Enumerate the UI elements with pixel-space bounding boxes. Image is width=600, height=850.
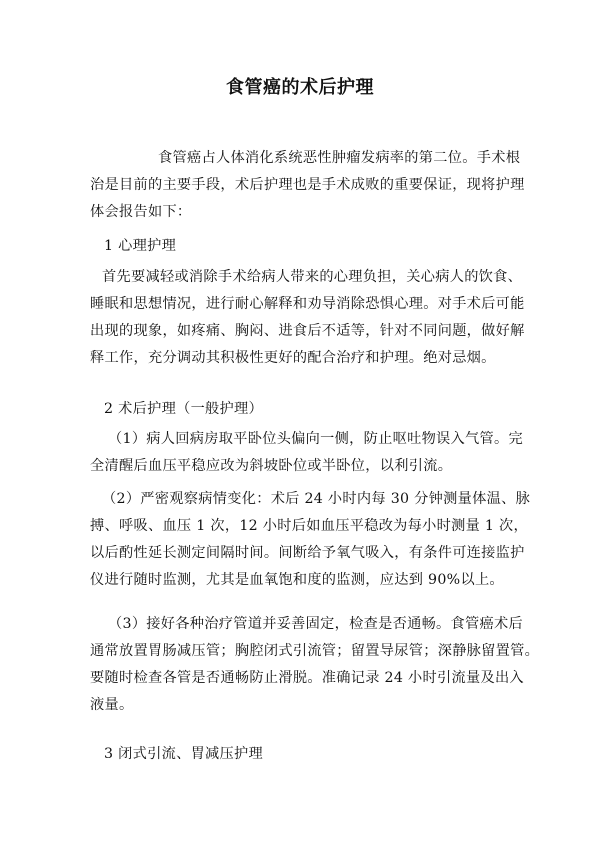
paragraph-line: 液量。	[90, 697, 134, 713]
intro-paragraph	[90, 145, 525, 226]
paragraph-line: 治是目前的主要手段，术后护理也是手术成败的重要保证，现将护理	[90, 177, 525, 193]
paragraph-line: （1）病人回病房取平卧位头偏向一侧，防止呕吐物误入气管。完	[108, 431, 523, 447]
psychological-care-paragraph	[90, 264, 525, 372]
section-heading-psychological	[90, 233, 520, 260]
section-heading-drainage	[90, 741, 520, 768]
paragraph-line: 出现的现象，如疼痛、胸闷、进食后不适等，针对不同问题，做好解	[90, 323, 525, 339]
paragraph-line: 食管癌占人体消化系统恶性肿瘤发病率的第二位。手术根	[158, 150, 521, 166]
paragraph-line: （2）严密观察病情变化：术后 24 小时内每 30 分钟测量体温、脉	[102, 491, 531, 507]
document-title: 食管癌的术后护理	[226, 77, 374, 98]
paragraph-line: 体会报告如下：	[90, 204, 192, 220]
section-heading: 1 心理护理	[104, 238, 177, 254]
postop-item-1	[90, 426, 523, 480]
section-heading: 3 闭式引流、胃减压护理	[104, 746, 264, 762]
paragraph-line: （3）接好各种治疗管道并妥善固定，检查是否通畅。食管癌术后	[108, 616, 523, 632]
paragraph-line: 睡眠和思想情况，进行耐心解释和劝导消除恐惧心理。对手术后可能	[90, 296, 525, 312]
paragraph-line: 以后酌性延长测定间隔时间。间断给予氧气吸入，有条件可连接监护	[90, 545, 525, 561]
paragraph-line: 要随时检查各管是否通畅防止滑脱。准确记录 24 小时引流量及出入	[90, 670, 524, 686]
postop-item-2	[90, 486, 531, 594]
paragraph-line: 通常放置胃肠减压管；胸腔闭式引流管；留置导尿管；深静脉留置管。	[90, 643, 540, 659]
postop-item-3	[90, 611, 540, 719]
paragraph-line: 仪进行随时监测，尤其是血氧饱和度的监测，应达到 90%以上。	[90, 572, 504, 588]
paragraph-line: 搏、呼吸、血压 1 次，12 小时后如血压平稳改为每小时测量 1 次，	[90, 518, 529, 534]
section-heading-postoperative	[90, 396, 520, 423]
section-heading: 2 术后护理（一般护理）	[104, 401, 264, 417]
paragraph-line: 释工作，充分调动其积极性更好的配合治疗和护理。绝对忌烟。	[90, 350, 496, 366]
paragraph-line: 全清醒后血压平稳应改为斜坡卧位或半卧位，以利引流。	[90, 458, 453, 474]
paragraph-line: 首先要减轻或消除手术给病人带来的心理负担，关心病人的饮食、	[102, 269, 523, 285]
